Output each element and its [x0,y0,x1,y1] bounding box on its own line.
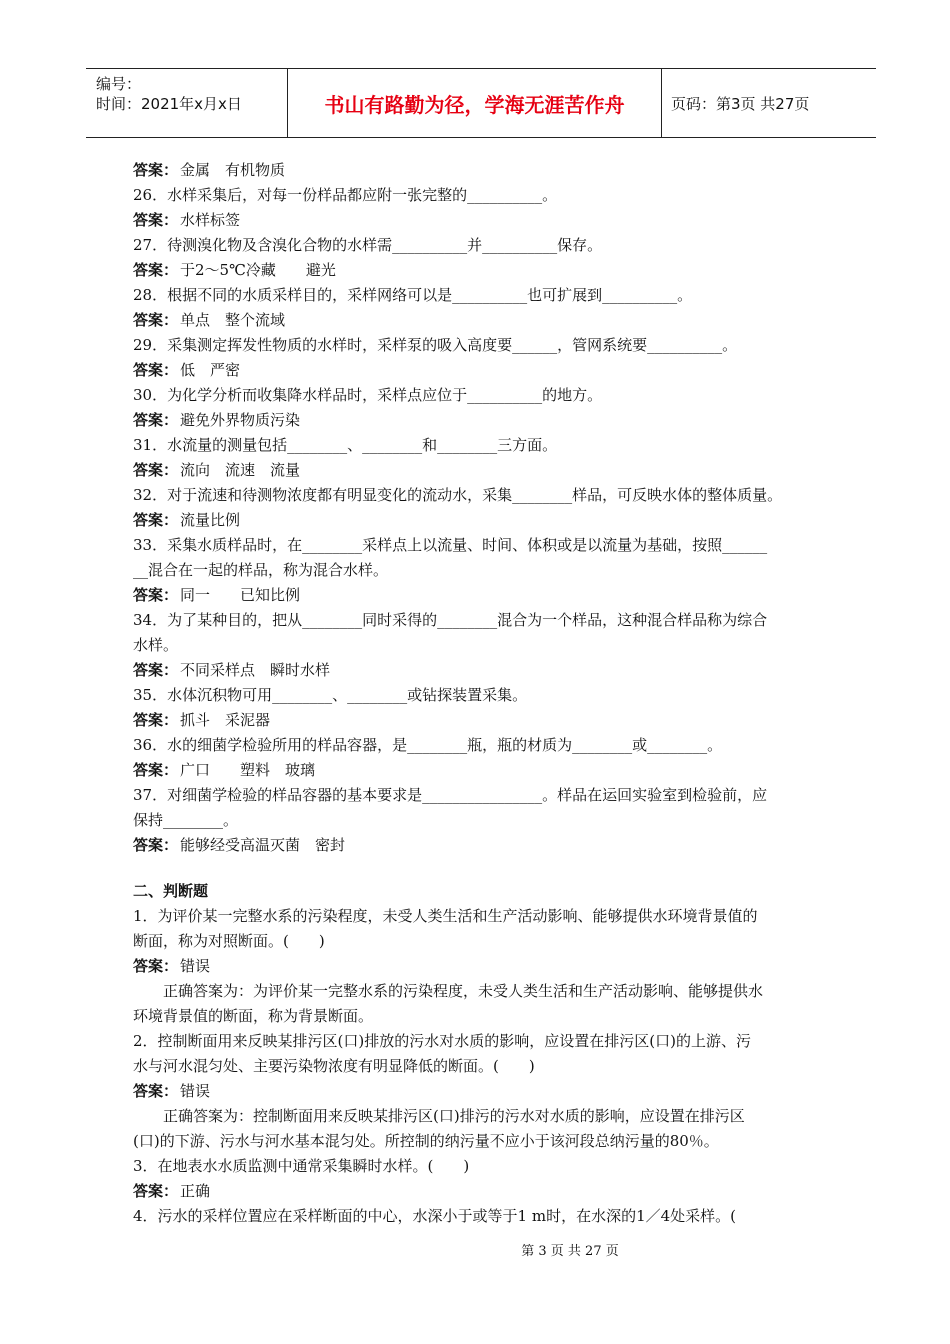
header-page-number: 页码：第3页 共27页 [671,94,810,113]
section-spacer [133,858,843,879]
answer-text: 低 严密 [180,361,241,379]
answer-line [133,583,843,608]
question-line: 31．水流量的测量包括________、________和________三方面。 [133,436,558,454]
question-line: 28．根据不同的水质采样目的，采样网络可以是__________也可扩展到__________。 [133,286,693,304]
question-line: __混合在一起的样品，称为混合水样。 [133,561,389,579]
section-heading: 二、判断题 [133,882,209,900]
answer-line [133,954,843,979]
answer-line [133,308,843,333]
answer-text: 同一 已知比例 [180,586,301,604]
answer-label: 答案： [133,261,179,279]
answer-label: 答案： [133,761,179,779]
answer-line [133,708,843,733]
answer-label: 答案： [133,461,179,479]
code-label: 编号： [96,75,142,93]
answer-text: 避免外界物质污染 [180,411,301,429]
question-line: 30．为化学分析而收集降水样品时，采样点应位于__________的地方。 [133,386,603,404]
answer-label: 答案： [133,161,179,179]
answer-line [133,508,843,533]
answer-line [133,358,843,383]
answer-text: 流量比例 [180,511,241,529]
answer-text: 金属 有机物质 [180,161,286,179]
answer-line [133,1179,843,1204]
answer-text: 流向 流速 流量 [180,461,301,479]
answer-text: 不同采样点 瞬时水样 [180,661,331,679]
answer-line [133,833,843,858]
answer-text: 正确 [180,1182,211,1200]
question-line: 水样。 [133,636,179,654]
question-line: 4．污水的采样位置应在采样断面的中心，水深小于或等于1 m时，在水深的1／4处采样。( [133,1207,737,1225]
answer-label: 答案： [133,711,179,729]
answer-line [133,408,843,433]
question-line: 1．为评价某一完整水系的污染程度，未受人类生活和生产活动影响、能够提供水环境背景值的 [133,907,758,925]
question-line: 36．水的细菌学检验所用的样品容器，是________瓶，瓶的材质为________或________。 [133,736,723,754]
header-motto: 书山有路勤为径，学海无涯苦作舟 [287,69,662,137]
question-line: 水与河水混匀处、主要污染物浓度有明显降低的断面。( ) [133,1057,535,1075]
question-line: 33．采集水质样品时，在________采样点上以流量、时间、体积或是以流量为基础，按照______ [133,536,768,554]
question-line: 断面，称为对照断面。( ) [133,932,325,950]
answer-label: 答案： [133,661,179,679]
question-line: 环境背景值的断面，称为背景断面。 [133,1007,374,1025]
question-line: 正确答案为：为评价某一完整水系的污染程度，未受人类生活和生产活动影响、能够提供水 [163,982,764,1000]
answer-label: 答案： [133,957,179,975]
question-line: 35．水体沉积物可用________、________或钻探装置采集。 [133,686,528,704]
answer-text: 于2～5℃冷藏 避光 [180,261,336,279]
page-footer: 第 3 页 共 27 页 [521,1244,619,1259]
answer-text: 广口 塑料 玻璃 [180,761,316,779]
answer-label: 答案： [133,411,179,429]
answer-line [133,258,843,283]
header-info [86,69,286,137]
answer-line [133,458,843,483]
answer-text: 能够经受高温灭菌 密封 [180,836,346,854]
answer-line [133,158,843,183]
answer-label: 答案： [133,1182,179,1200]
answer-text: 错误 [180,957,211,975]
answer-text: 水样标签 [180,211,241,229]
question-line: 27．待测溴化物及含溴化合物的水样需__________并__________保存。 [133,236,603,254]
answer-line [133,1079,843,1104]
question-line: 3．在地表水水质监测中通常采集瞬时水样。( ) [133,1157,470,1175]
page-header [86,68,876,138]
question-line: 34．为了某种目的，把从________同时采得的________混合为一个样品，这种混合样品称为综合 [133,611,768,629]
time-label: 时间：2021年x月x日 [96,95,242,113]
question-line: 32．对于流速和待测物浓度都有明显变化的流动水，采集________样品，可反映水体的整体质量。 [133,486,783,504]
answer-text: 抓斗 采泥器 [180,711,271,729]
document-body [133,158,843,1229]
answer-label: 答案： [133,311,179,329]
question-line: 保持________。 [133,811,239,829]
question-line: 2．控制断面用来反映某排污区(口)排放的污水对水质的影响，应设置在排污区(口)的上游、污 [133,1032,751,1050]
answer-line [133,208,843,233]
answer-label: 答案： [133,1082,179,1100]
answer-line [133,658,843,683]
answer-label: 答案： [133,211,179,229]
answer-label: 答案： [133,361,179,379]
question-line: (口)的下游、污水与河水基本混匀处。所控制的纳污量不应小于该河段总纳污量的80％。 [133,1132,719,1150]
answer-label: 答案： [133,836,179,854]
question-line: 29．采集测定挥发性物质的水样时，采样泵的吸入高度要______，管网系统要__________。 [133,336,738,354]
question-line: 37．对细菌学检验的样品容器的基本要求是________________。样品在运回实验室到检验前，应 [133,786,768,804]
answer-line [133,758,843,783]
answer-text: 错误 [180,1082,211,1100]
question-line: 正确答案为：控制断面用来反映某排污区(口)排污的污水对水质的影响，应设置在排污区 [163,1107,745,1125]
answer-text: 单点 整个流域 [180,311,286,329]
question-line: 26．水样采集后，对每一份样品都应附一张完整的__________。 [133,186,558,204]
answer-label: 答案： [133,586,179,604]
answer-label: 答案： [133,511,179,529]
